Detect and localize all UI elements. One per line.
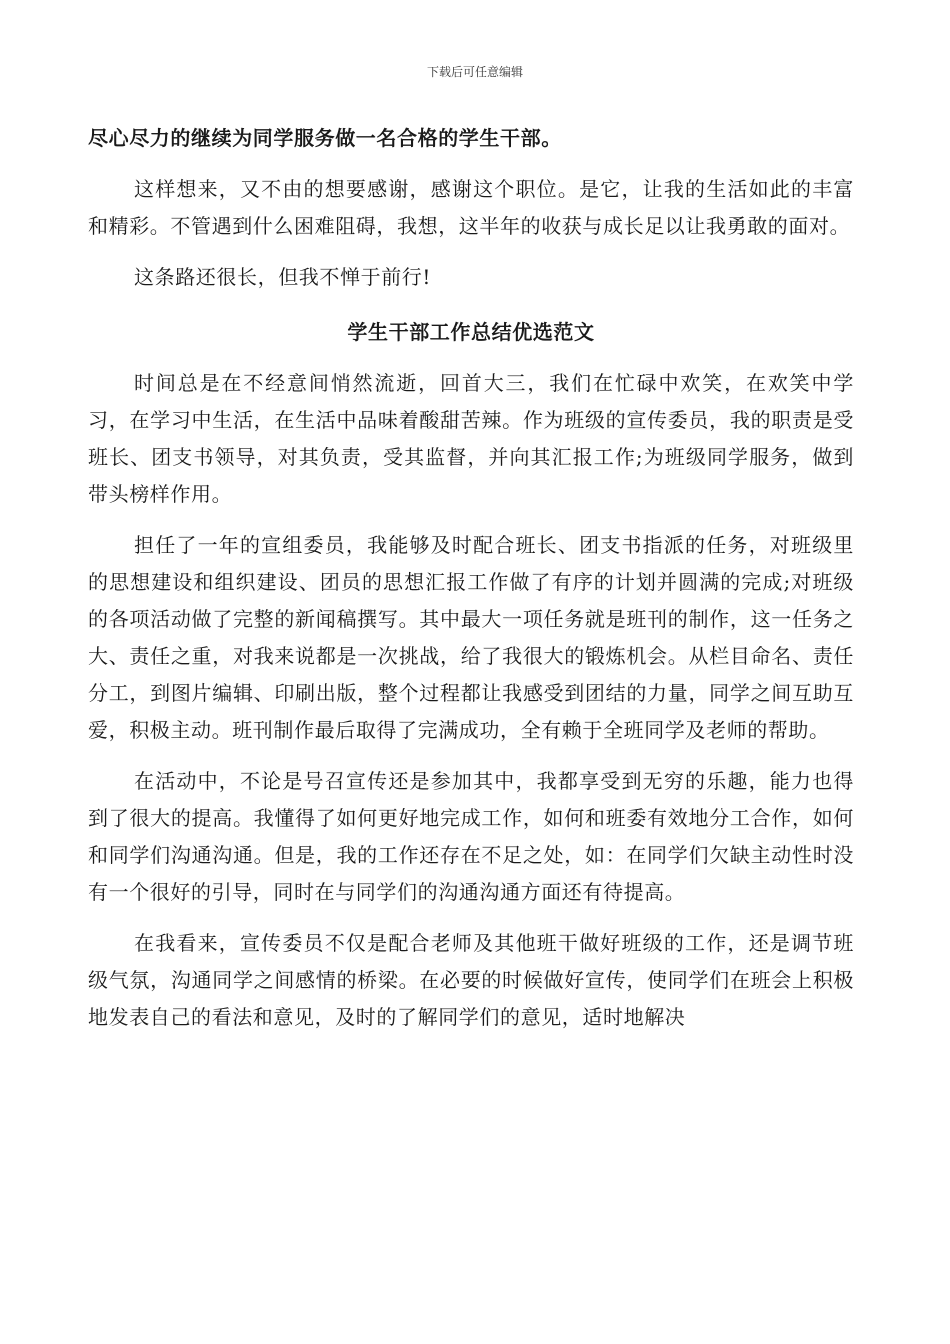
paragraph-4: 担任了一年的宣组委员，我能够及时配合班长、团支书指派的任务，对班级里的思想建设和组织建设、团员的思想汇报工作做了有序的计划并圆满的完成;对班级的各项活动做了完整的新闻稿撰写。其中最大一项任务就是班刊的制作，这一任务之大、责任之重，对我来说都是一次挑战，给了我很大的锻炼机会。从栏目命名、责任分工，到图片编辑、印刷出版，整个过程都让我感受到团结的力量，同学之间互助互爱，积极主动。班刊制作最后取得了完满成功，全有赖于全班同学及老师的帮助。 [88,533,854,742]
paragraph-3: 时间总是在不经意间悄然流逝，回首大三，我们在忙碌中欢笑，在欢笑中学习，在学习中生活，在生活中品味着酸甜苦辣。作为班级的宣传委员，我的职责是受班长、团支书领导，对其负责，受其监督，并向其汇报工作;为班级同学服务，做到带头榜样作用。 [88,371,854,506]
paragraph-1: 这样想来，又不由的想要感谢，感谢这个职位。是它，让我的生活如此的丰富和精彩。不管遇到什么困难阻碍，我想，这半年的收获与成长足以让我勇敢的面对。 [88,177,854,238]
section-title: 学生干部工作总结优选范文 [347,320,595,344]
paragraph-2: 这条路还很长，但我不惮于前行! [134,265,432,289]
document-body [88,120,854,1036]
page-header-note: 下载后可任意编辑 [426,65,523,79]
opening-line: 尽心尽力的继续为同学服务做一名合格的学生干部。 [88,126,562,150]
paragraph-6: 在我看来，宣传委员不仅是配合老师及其他班干做好班级的工作，还是调节班级气氛，沟通同学之间感情的桥梁。在必要的时候做好宣传，使同学们在班会上积极地发表自己的看法和意见，及时的了解同学们的意见，适时地解决 [88,931,854,1029]
paragraph-5: 在活动中，不论是号召宣传还是参加其中，我都享受到无穷的乐趣，能力也得到了很大的提高。我懂得了如何更好地完成工作，如何和班委有效地分工合作，如何和同学们沟通沟通。但是，我的工作还存在不足之处，如：在同学们欠缺主动性时没有一个很好的引导，同时在与同学们的沟通沟通方面还有待提高。 [88,769,854,904]
